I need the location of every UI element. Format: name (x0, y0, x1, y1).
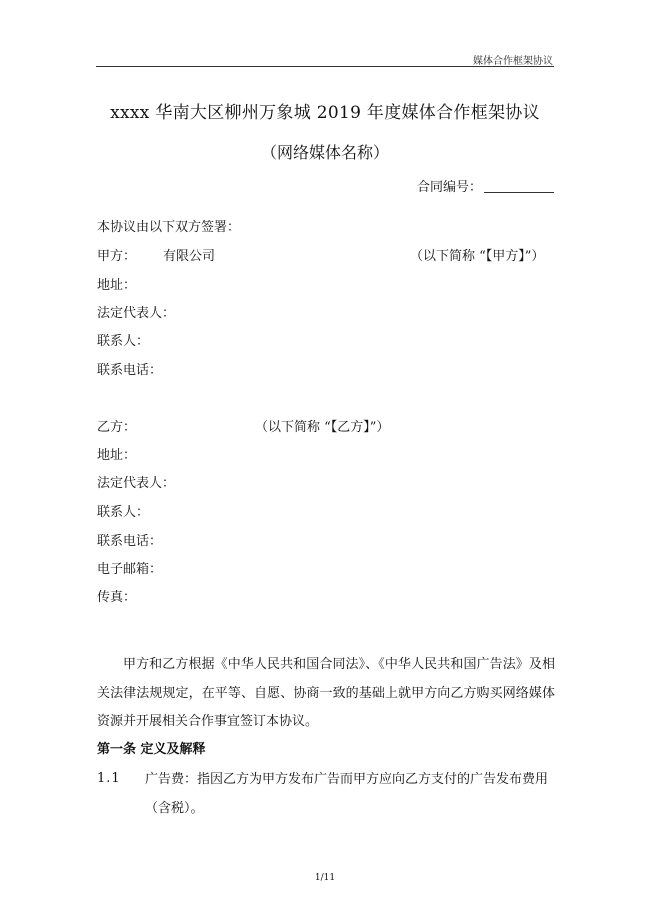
party-a-label: 甲方： (97, 249, 137, 264)
clause-1-1-number: 1.1 (97, 771, 121, 786)
preamble-paragraph: 甲方和乙方根据《中华人民共和国合同法》、《中华人民共和国广告法》及相关法律法规规定，在平等、自愿、协商一致的基础上就甲方向乙方购买网络媒体资源并开展相关合作事宜签订本协议。 (97, 657, 555, 729)
party-b-abbreviation: （以下简称 “【乙方】”） (255, 420, 390, 435)
intro-text: 本协议由以下双方签署： (97, 220, 241, 235)
party-b-legal-rep: 法定代表人： (97, 476, 176, 491)
contract-number (417, 176, 554, 195)
party-a-phone: 联系电话： (97, 363, 163, 378)
article-1-heading: 第一条 定义及解释 (97, 742, 206, 757)
party-a-company: 有限公司 (163, 249, 216, 264)
party-a-contact: 联系人： (97, 334, 150, 349)
party-b-label: 乙方： (97, 420, 137, 435)
party-a-abbreviation: （以下简称 “【甲方】”） (410, 249, 545, 264)
party-b-phone: 联系电话： (97, 534, 163, 549)
page-number: 1/11 (314, 873, 336, 883)
document-title: xxxx 华南大区柳州万象城 2019 年度媒体合作框架协议 (110, 103, 540, 123)
contract-number-label: 合同编号： (417, 180, 483, 195)
running-header: 媒体合作框架协议 (473, 56, 553, 67)
party-a-address: 地址： (97, 278, 137, 293)
party-b-contact: 联系人： (97, 505, 150, 520)
clause-1-1-text: 广告费：指因乙方为甲方发布广告而甲方应向乙方支付的广告发布费用（含税）。 (145, 772, 549, 816)
party-b-address: 地址： (97, 448, 137, 463)
document-subtitle: （网络媒体名称） (260, 143, 389, 162)
header-divider (96, 66, 554, 67)
contract-number-blank[interactable] (484, 180, 554, 193)
party-a-legal-rep: 法定代表人： (97, 306, 176, 321)
party-b-email: 电子邮箱： (97, 562, 163, 577)
party-b-fax: 传真： (97, 590, 137, 605)
